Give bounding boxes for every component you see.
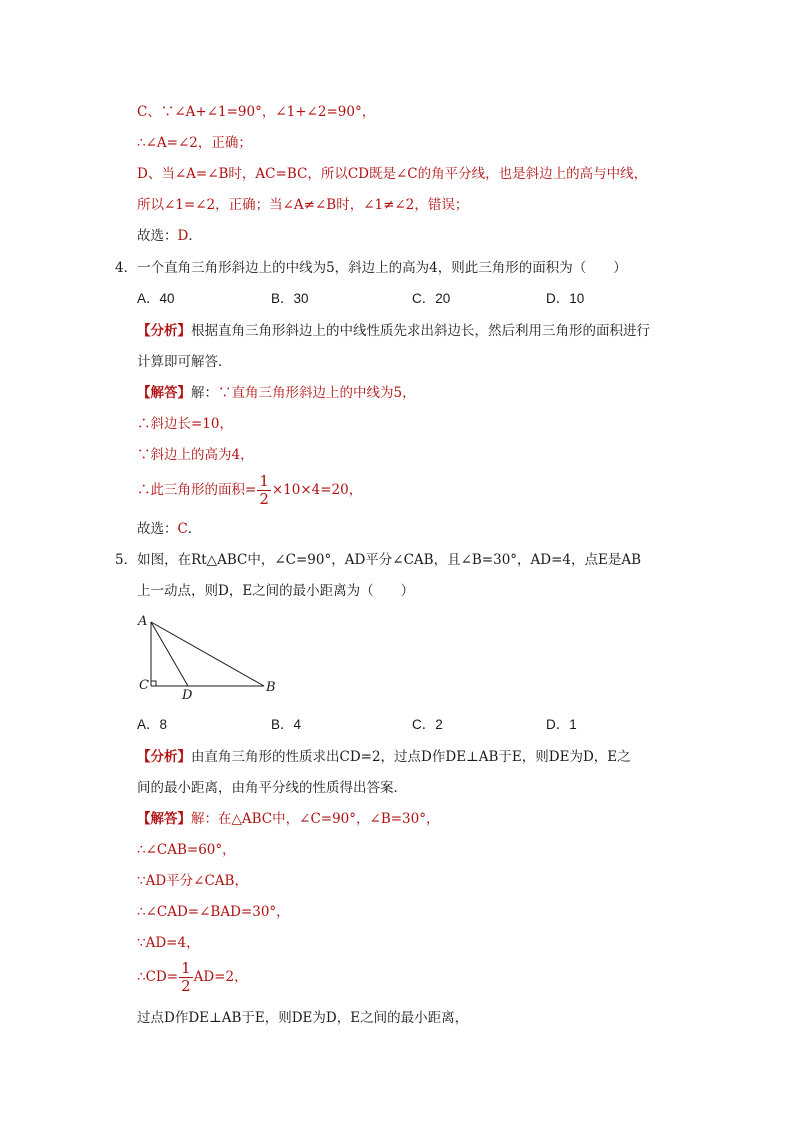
q5-step-5: ∴CD= $\frac{1}{2}$ AD=2，	[137, 959, 248, 995]
q4-option-b: B．30	[271, 291, 309, 306]
vertex-a-label: A	[138, 614, 148, 629]
fraction-half: $\frac{1}{2}$	[181, 959, 191, 995]
q5-analysis	[137, 747, 631, 767]
answer-tag: 【解答】	[137, 811, 191, 827]
q5-step-1: ∴∠CAB=60°，	[137, 842, 236, 858]
solution-line-d-cont: 所以∠1=∠2，正确；当∠A≠∠B时，∠1≠∠2，错误；	[137, 197, 469, 213]
question-4-stem	[115, 258, 627, 278]
q4-analysis	[137, 321, 650, 341]
analysis-tag: 【分析】	[137, 749, 191, 765]
q5-step-2: ∵AD平分∠CAB，	[137, 873, 248, 889]
q5-option-a: A．8	[137, 717, 168, 732]
triangle-figure	[130, 610, 290, 702]
fraction-half: $\frac{1}{2}$	[259, 472, 269, 508]
q5-step-4: ∵AD=4，	[137, 935, 200, 951]
q4-answer	[137, 383, 416, 403]
solution-line-d: D、当∠A=∠B时，AC=BC，所以CD既是∠C的角平分线，也是斜边上的高与中线，	[137, 166, 648, 182]
question-5-number: 5．	[115, 552, 138, 568]
q4-step-1: ∵直角三角形斜边上的中线为5，	[218, 385, 416, 401]
answer-tag: 【解答】	[137, 385, 191, 401]
solution-line-c: C、∵∠A+∠1=90°，∠1+∠2=90°，	[137, 104, 376, 120]
vertex-b-label: B	[266, 680, 276, 695]
q4-step-3: ∵斜边上的高为4，	[137, 447, 254, 463]
q4-analysis-cont: 计算即可解答．	[137, 354, 232, 370]
q5-step-6: 过点D作DE⊥AB于E，则DE为D，E之间的最小距离，	[137, 1010, 469, 1026]
question-5-stem	[115, 550, 641, 570]
q4-analysis-text: 根据直角三角形斜边上的中线性质先求出斜边长，然后利用三角形的面积进行	[191, 323, 650, 339]
q5-option-c: C．2	[412, 717, 443, 732]
q5-analysis-text: 由直角三角形的性质求出CD=2，过点D作DE⊥AB于E，则DE为D，E之	[191, 749, 631, 765]
vertex-c-label: C	[139, 678, 149, 693]
q5-step-0: 解：在△ABC中，∠C=90°，∠B=30°，	[191, 811, 440, 827]
question-5-stem-cont: 上一动点，则D，E之间的最小距离为（ ）	[137, 583, 415, 599]
question-4-number: 4．	[115, 260, 138, 276]
choose-line-prev: 故选：D．	[137, 228, 202, 244]
q5-step-3: ∴∠CAD=∠BAD=30°，	[137, 904, 290, 920]
q5-option-b: B．4	[271, 717, 302, 732]
choose-answer: D	[177, 228, 189, 244]
q4-step-2: ∴斜边长=10，	[137, 416, 233, 432]
analysis-tag: 【分析】	[137, 323, 191, 339]
q5-analysis-cont: 间的最小距离，由角平分线的性质得出答案．	[137, 780, 407, 796]
choose-label: 故选：	[137, 228, 178, 244]
question-5-text: 如图，在Rt△ABC中，∠C=90°，AD平分∠CAB，且∠B=30°，AD=4，点E是AB	[137, 552, 642, 568]
solution-line-c-conclusion: ∴∠A=∠2，正确；	[137, 135, 252, 151]
q4-choose-answer: C	[177, 521, 188, 537]
q5-option-d: D．1	[546, 717, 577, 732]
q4-step-4: ∴此三角形的面积= $\frac{1}{2}$ ×10×4=20，	[137, 472, 363, 508]
answer-lead: 解：	[191, 385, 218, 401]
q4-choose-line: 故选：C．	[137, 521, 202, 537]
q4-option-d: D．10	[546, 291, 585, 306]
q4-option-a: A．40	[137, 291, 175, 306]
q5-answer	[137, 809, 439, 829]
q4-option-c: C．20	[412, 291, 451, 306]
question-4-text: 一个直角三角形斜边上的中线为5，斜边上的高为4，则此三角形的面积为（ ）	[137, 260, 627, 276]
point-d-label: D	[182, 688, 193, 702]
